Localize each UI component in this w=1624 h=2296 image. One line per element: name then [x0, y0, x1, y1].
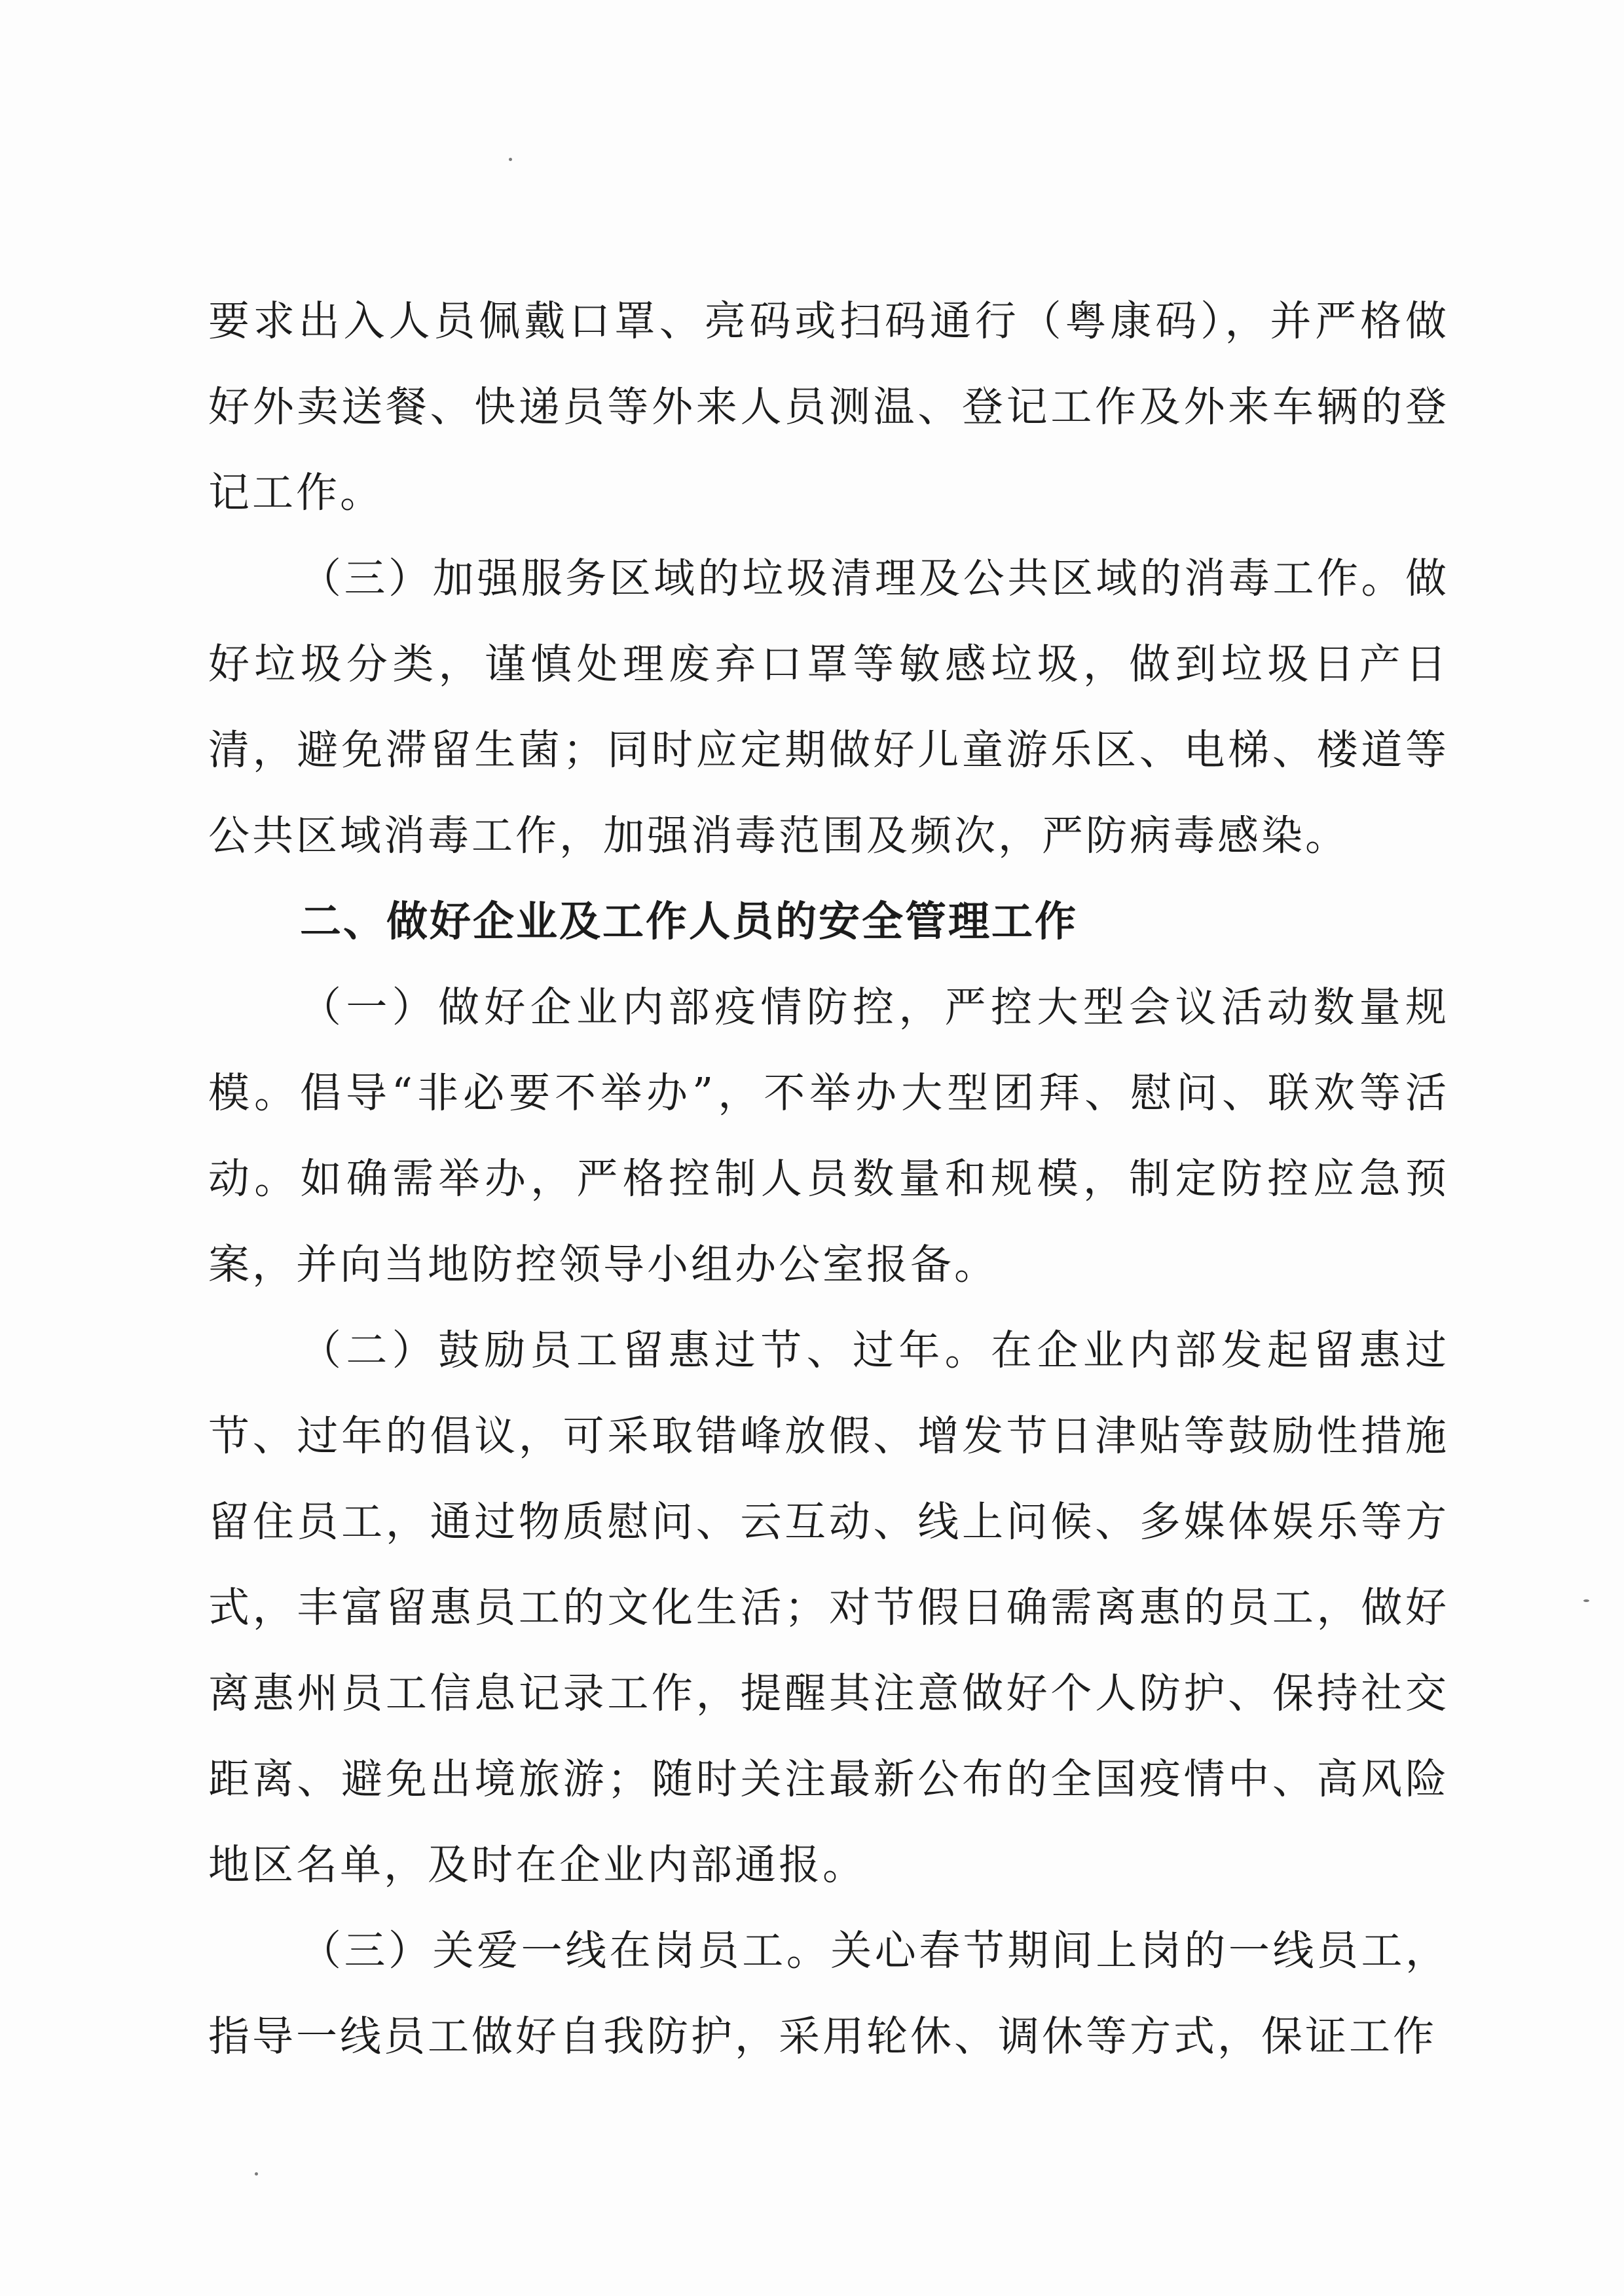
paragraph-item-3-frontline-care: （三）关爱一线在岗员工。关心春节期间上岗的一线员工，指导一线员工做好自我防护，采用轮休、调休等方式，保证工作 [208, 1927, 1449, 2060]
section-heading-2: 二、做好企业及工作人员的安全管理工作 [300, 898, 1078, 945]
paragraph-item-3-waste-disinfection: （三）加强服务区域的垃圾清理及公共区域的消毒工作。做好垃圾分类，谨慎处理废弃口罩等敏感垃圾，做到垃圾日产日清，避免滞留生菌；同时应定期做好儿童游乐区、电梯、楼道等公共区域消毒工作，加强消毒范围及频次，严防病毒感染。 [208, 555, 1449, 860]
document-body [208, 278, 1449, 2079]
scan-speck [255, 2172, 258, 2176]
paragraph-item-1-internal-control: （一）做好企业内部疫情防控，严控大型会议活动数量规模。倡导“非必要不举办”，不举办大型团拜、慰问、联欢等活动。如确需举办，严格控制人员数量和规模，制定防控应急预案，并向当地防控领导小组办公室报备。 [208, 983, 1449, 1288]
scan-speck [1583, 1599, 1589, 1602]
paragraph-item-2-encourage-staff: （二）鼓励员工留惠过节、过年。在企业内部发起留惠过节、过年的倡议，可采取错峰放假、增发节日津贴等鼓励性措施留住员工，通过物质慰问、云互动、线上问候、多媒体娱乐等方式，丰富留惠员工的文化生活；对节假日确需离惠的员工，做好离惠州员工信息记录工作，提醒其注意做好个人防护、保持社交距离、避免出境旅游；随时关注最新公布的全国疫情中、高风险地区名单，及时在企业内部通报。 [208, 1326, 1449, 1889]
scan-speck [509, 158, 512, 161]
paragraph-continuation: 要求出入人员佩戴口罩、亮码或扫码通行（粤康码），并严格做好外卖送餐、快递员等外来人员测温、登记工作及外来车辆的登记工作。 [208, 297, 1449, 517]
